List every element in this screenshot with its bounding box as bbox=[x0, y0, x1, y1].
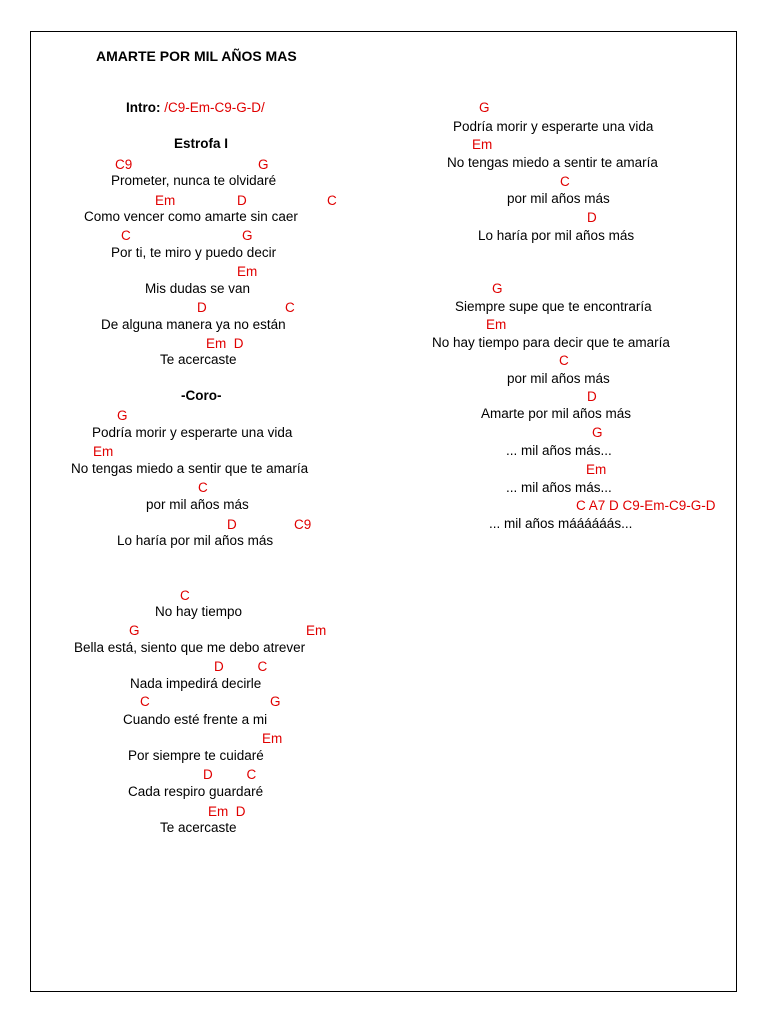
section-heading-coro: -Coro- bbox=[181, 388, 222, 403]
lyric-line: Como vencer como amarte sin caer bbox=[84, 209, 298, 224]
lyric-line: Lo haría por mil años más bbox=[478, 228, 635, 243]
lyric-line: No hay tiempo bbox=[155, 604, 243, 619]
lyric-line: Lo haría por mil años más bbox=[117, 533, 274, 548]
intro-label: Intro: bbox=[126, 100, 161, 115]
chord: C9 bbox=[115, 157, 133, 172]
song-title: AMARTE POR MIL AÑOS MAS bbox=[96, 48, 297, 64]
chord: Em bbox=[306, 623, 327, 638]
chord: Em bbox=[486, 317, 507, 332]
lyric-line: Nada impedirá decirle bbox=[130, 676, 262, 691]
lyric-line: Por ti, te miro y puedo decir bbox=[111, 245, 277, 260]
chord: C bbox=[140, 694, 150, 709]
chord: Em bbox=[237, 264, 258, 279]
chord: Em bbox=[586, 462, 607, 477]
lyric-line: No hay tiempo para decir que te amaría bbox=[432, 335, 670, 350]
chord: Em bbox=[155, 193, 176, 208]
section-heading-estrofa: Estrofa I bbox=[174, 136, 229, 151]
lyric-line: Cada respiro guardaré bbox=[128, 784, 264, 799]
chord: D bbox=[587, 210, 597, 225]
lyric-line: Siempre supe que te encontraría bbox=[455, 299, 652, 314]
lyric-line: por mil años más bbox=[507, 191, 610, 206]
chord: G bbox=[258, 157, 269, 172]
chord: C bbox=[285, 300, 295, 315]
chord: D C bbox=[203, 767, 257, 782]
chord: G bbox=[270, 694, 281, 709]
lyric-line: De alguna manera ya no están bbox=[101, 317, 286, 332]
lyric-line: Cuando esté frente a mi bbox=[123, 712, 268, 727]
chord: C9 bbox=[294, 517, 312, 532]
lyric-line: ... mil años máááááás... bbox=[489, 516, 633, 531]
chord: G bbox=[117, 408, 128, 423]
chord: C bbox=[327, 193, 337, 208]
chord: C bbox=[180, 588, 190, 603]
chord: C bbox=[560, 174, 570, 189]
lyric-line: Te acercaste bbox=[160, 352, 237, 367]
lyric-line: No tengas miedo a sentir te amaría bbox=[447, 155, 658, 170]
lyric-line: Por siempre te cuidaré bbox=[128, 748, 264, 763]
lyric-line: Podría morir y esperarte una vida bbox=[92, 425, 293, 440]
chord: C A7 D C9-Em-C9-G-D bbox=[576, 498, 716, 513]
lyric-line: Mis dudas se van bbox=[145, 281, 251, 296]
chord: Em D bbox=[208, 804, 246, 819]
chord: G bbox=[492, 281, 503, 296]
lyric-line: Te acercaste bbox=[160, 820, 237, 835]
chord: G bbox=[242, 228, 253, 243]
lyric-line: No tengas miedo a sentir que te amaría bbox=[71, 461, 309, 476]
chord: Em bbox=[472, 137, 493, 152]
chord: Em bbox=[93, 444, 114, 459]
chord: C bbox=[559, 353, 569, 368]
lyric-line: Podría morir y esperarte una vida bbox=[453, 119, 654, 134]
chord: D bbox=[237, 193, 247, 208]
lyric-line: ... mil años más... bbox=[506, 480, 612, 495]
intro-line bbox=[126, 100, 265, 116]
chord: D bbox=[197, 300, 207, 315]
lyric-line: Bella está, siento que me debo atrever bbox=[74, 640, 306, 655]
intro-chords: /C9-Em-C9-G-D/ bbox=[164, 100, 265, 115]
chord: G bbox=[592, 425, 603, 440]
chord: G bbox=[479, 100, 490, 115]
chord: D C bbox=[214, 659, 268, 674]
lyric-line: ... mil años más... bbox=[506, 443, 612, 458]
chord: G bbox=[129, 623, 140, 638]
chord: Em D bbox=[206, 336, 244, 351]
chord: C bbox=[121, 228, 131, 243]
chord: Em bbox=[262, 731, 283, 746]
chord: D bbox=[587, 389, 597, 404]
lyric-line: Prometer, nunca te olvidaré bbox=[111, 173, 277, 188]
lyric-line: por mil años más bbox=[146, 497, 249, 512]
lyric-line: por mil años más bbox=[507, 371, 610, 386]
lyric-line: Amarte por mil años más bbox=[481, 406, 632, 421]
chord: D bbox=[227, 517, 237, 532]
chord: C bbox=[198, 480, 208, 495]
